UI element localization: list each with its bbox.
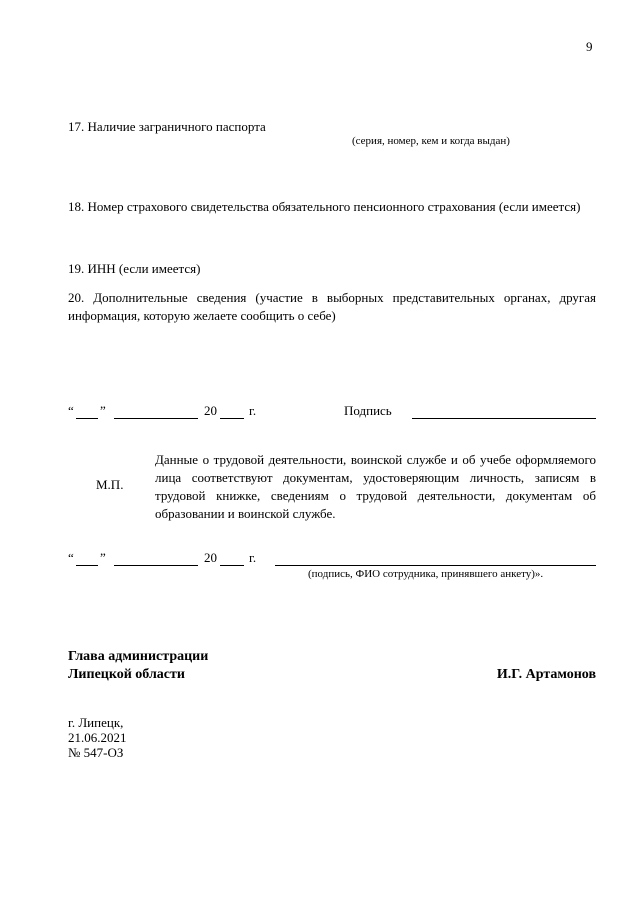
item-20-text: 20. Дополнительные сведения (участие в выборных представительных органах, другая информация, которую желаете сообщить о себе) [68,290,596,323]
footer-date: 21.06.2021 [68,730,127,745]
year-prefix: 20 [204,550,217,565]
open-quote: “ [68,550,74,565]
day-blank-line [76,565,98,566]
footer-city: г. Липецк, [68,715,124,730]
item-17-hint: (серия, номер, кем и когда выдан) [352,135,510,147]
signatory-position-line2: Липецкой области [68,667,185,682]
item-19-text: 19. ИНН (если имеется) [68,261,201,276]
page-number: 9 [586,39,593,54]
stamp-text: Данные о трудовой деятельности, воинской службе и об учебе оформляемого лица соответствуют документам, удостоверяющим личность, записям в трудовой книжке, сведениям о трудовой деятельности, документам об образовании и воинской службе. [155,452,596,521]
signatory-name: И.Г. Артамонов [496,667,596,682]
open-quote: “ [68,403,74,418]
signature-label: Подпись [344,403,392,418]
close-quote: ” [100,550,106,565]
month-blank-line [114,565,198,566]
year-suffix: г. [249,550,257,565]
stamp-label: М.П. [96,477,124,492]
year-suffix: г. [249,403,257,418]
year-blank-line [220,418,244,419]
year-blank-line [220,565,244,566]
item-18-text: 18. Номер страхового свидетельства обязательного пенсионного страхования (если имеется) [68,199,581,214]
employee-signature-hint: (подпись, ФИО сотрудника, принявшего анкету)». [308,568,544,580]
year-prefix: 20 [204,403,217,418]
signature-blank-line [412,418,596,419]
footer-number: № 547-ОЗ [68,745,124,760]
month-blank-line [114,418,198,419]
day-blank-line [76,418,98,419]
item-17-label: 17. Наличие заграничного паспорта [68,119,266,134]
signatory-position-line1: Глава администрации [68,649,209,664]
close-quote: ” [100,403,106,418]
employee-signature-line [275,565,596,566]
